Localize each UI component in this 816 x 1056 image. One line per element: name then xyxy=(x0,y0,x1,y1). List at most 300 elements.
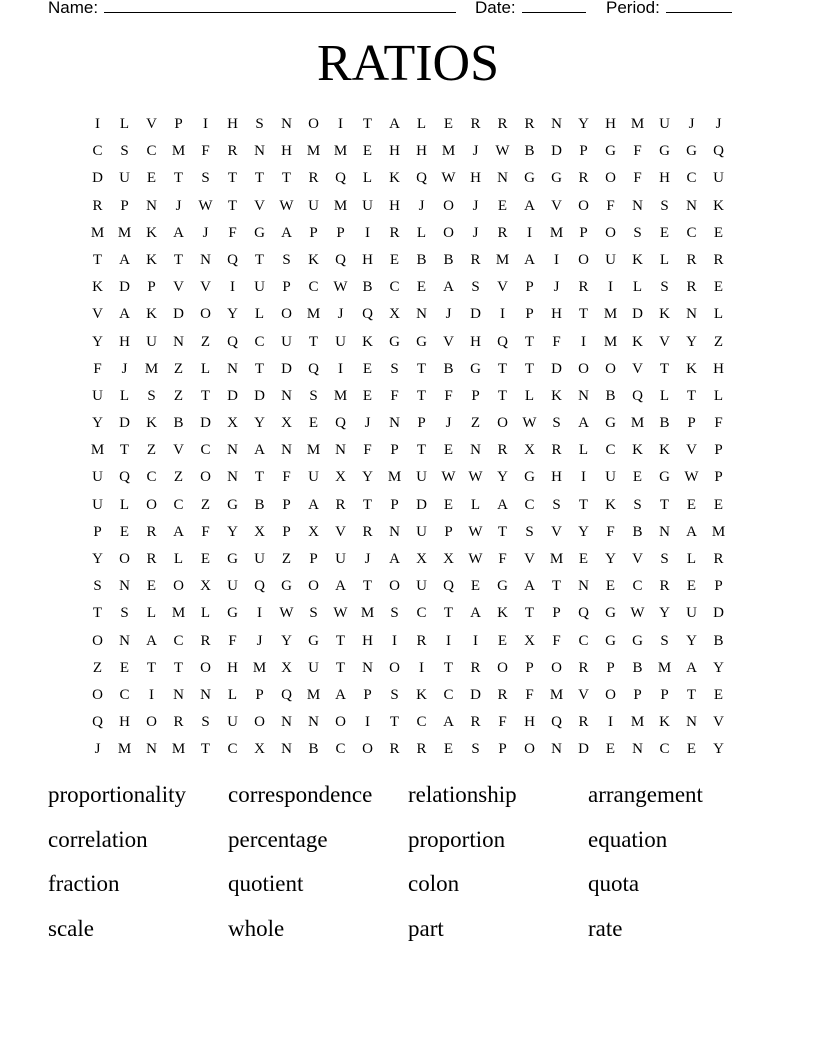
grid-letter[interactable]: N xyxy=(659,523,670,540)
grid-letter[interactable]: O xyxy=(605,224,616,241)
grid-letter[interactable]: A xyxy=(524,578,535,595)
grid-letter[interactable]: P xyxy=(471,387,480,404)
grid-letter[interactable]: W xyxy=(468,469,483,486)
grid-letter[interactable]: O xyxy=(119,551,130,567)
grid-letter[interactable]: O xyxy=(281,306,292,323)
grid-letter[interactable]: I xyxy=(392,632,397,649)
grid-letter[interactable]: E xyxy=(308,415,319,432)
grid-letter[interactable]: P xyxy=(93,523,102,540)
grid-letter[interactable]: A xyxy=(443,279,454,296)
grid-letter[interactable]: R xyxy=(173,714,184,731)
grid-letter[interactable]: A xyxy=(524,197,535,214)
grid-letter[interactable]: G xyxy=(605,143,616,160)
grid-letter[interactable]: M xyxy=(306,306,321,323)
grid-letter[interactable]: D xyxy=(173,306,184,323)
grid-letter[interactable]: Q xyxy=(632,387,643,404)
grid-letter[interactable]: P xyxy=(147,279,156,296)
grid-letter[interactable]: K xyxy=(146,224,157,241)
grid-letter[interactable]: I xyxy=(473,632,478,649)
grid-letter[interactable]: O xyxy=(443,224,454,241)
grid-letter[interactable]: R xyxy=(578,170,589,187)
grid-letter[interactable]: P xyxy=(120,197,129,214)
grid-letter[interactable]: I xyxy=(338,116,343,132)
grid-letter[interactable]: X xyxy=(227,415,238,432)
grid-letter[interactable]: W xyxy=(468,523,483,540)
grid-letter[interactable]: T xyxy=(389,714,400,731)
grid-letter[interactable]: T xyxy=(281,170,292,187)
grid-letter[interactable]: X xyxy=(308,523,319,540)
grid-letter[interactable]: M xyxy=(306,442,321,459)
grid-letter[interactable]: C xyxy=(146,143,157,160)
grid-letter[interactable]: O xyxy=(578,251,589,268)
grid-letter[interactable]: M xyxy=(657,659,672,676)
grid-letter[interactable]: G xyxy=(605,605,616,622)
grid-letter[interactable]: H xyxy=(227,659,238,676)
grid-letter[interactable]: K xyxy=(362,333,373,350)
grid-letter[interactable]: B xyxy=(713,632,724,649)
grid-letter[interactable]: A xyxy=(254,442,265,459)
grid-letter[interactable]: S xyxy=(201,170,210,187)
grid-letter[interactable]: N xyxy=(578,387,589,404)
grid-letter[interactable]: T xyxy=(335,632,346,649)
grid-letter[interactable]: T xyxy=(362,578,373,595)
grid-letter[interactable]: A xyxy=(119,306,130,323)
grid-letter[interactable]: O xyxy=(200,659,211,676)
grid-letter[interactable]: N xyxy=(119,632,130,649)
grid-letter[interactable]: S xyxy=(201,714,210,731)
grid-letter[interactable]: A xyxy=(335,578,346,595)
grid-letter[interactable]: Q xyxy=(335,170,346,187)
grid-letter[interactable]: U xyxy=(119,170,130,187)
grid-letter[interactable]: R xyxy=(227,143,238,160)
grid-letter[interactable]: C xyxy=(686,224,697,241)
grid-letter[interactable]: R xyxy=(335,496,346,513)
grid-letter[interactable]: G xyxy=(497,578,508,595)
grid-letter[interactable]: A xyxy=(686,523,697,540)
grid-letter[interactable]: X xyxy=(524,632,535,649)
grid-letter[interactable]: W xyxy=(468,551,483,567)
grid-letter[interactable]: C xyxy=(254,333,265,350)
grid-letter[interactable]: D xyxy=(470,686,481,703)
grid-letter[interactable]: Z xyxy=(470,415,481,432)
grid-letter[interactable]: S xyxy=(120,143,129,160)
grid-letter[interactable]: M xyxy=(333,143,348,160)
grid-letter[interactable]: J xyxy=(202,224,209,241)
grid-letter[interactable]: H xyxy=(119,333,130,350)
grid-letter[interactable]: O xyxy=(551,659,562,676)
grid-letter[interactable]: A xyxy=(146,632,157,649)
grid-letter[interactable]: M xyxy=(603,306,618,323)
grid-letter[interactable]: X xyxy=(281,415,292,432)
grid-letter[interactable]: V xyxy=(173,442,184,459)
grid-letter[interactable]: T xyxy=(173,170,184,187)
grid-letter[interactable]: E xyxy=(713,496,724,513)
grid-letter[interactable]: T xyxy=(686,686,697,703)
grid-letter[interactable]: S xyxy=(147,387,156,404)
grid-letter[interactable]: P xyxy=(174,116,183,132)
grid-letter[interactable]: R xyxy=(362,523,373,540)
grid-letter[interactable]: S xyxy=(633,496,642,513)
grid-letter[interactable]: F xyxy=(552,632,561,649)
grid-letter[interactable]: L xyxy=(524,387,535,404)
grid-letter[interactable]: S xyxy=(660,197,669,214)
grid-letter[interactable]: A xyxy=(308,496,319,513)
grid-letter[interactable]: H xyxy=(524,714,535,731)
grid-letter[interactable]: U xyxy=(308,469,319,486)
grid-letter[interactable]: W xyxy=(630,605,645,622)
grid-letter[interactable]: N xyxy=(551,116,562,132)
grid-letter[interactable]: U xyxy=(227,578,238,595)
grid-letter[interactable]: I xyxy=(149,686,154,703)
grid-letter[interactable]: N xyxy=(173,686,184,703)
grid-letter[interactable]: S xyxy=(552,496,561,513)
grid-letter[interactable]: C xyxy=(659,741,670,758)
grid-letter[interactable]: P xyxy=(390,442,399,459)
grid-letter[interactable]: K xyxy=(416,686,427,703)
grid-letter[interactable]: T xyxy=(524,360,535,377)
grid-letter[interactable]: P xyxy=(309,224,318,241)
grid-letter[interactable]: F xyxy=(282,469,291,486)
grid-letter[interactable]: A xyxy=(443,714,454,731)
grid-letter[interactable]: L xyxy=(146,605,157,622)
grid-letter[interactable]: N xyxy=(389,523,400,540)
grid-letter[interactable]: X xyxy=(254,523,265,540)
grid-letter[interactable]: T xyxy=(659,360,670,377)
grid-letter[interactable]: B xyxy=(362,279,373,296)
grid-letter[interactable]: L xyxy=(362,170,373,187)
grid-letter[interactable]: T xyxy=(443,659,454,676)
grid-letter[interactable]: R xyxy=(578,714,589,731)
grid-letter[interactable]: O xyxy=(254,714,265,731)
grid-letter[interactable]: V xyxy=(173,279,184,296)
grid-letter[interactable]: J xyxy=(175,197,182,214)
grid-letter[interactable]: A xyxy=(686,659,697,676)
grid-letter[interactable]: G xyxy=(227,551,238,567)
grid-letter[interactable]: R xyxy=(551,442,562,459)
grid-letter[interactable]: N xyxy=(416,306,427,323)
grid-letter[interactable]: Z xyxy=(200,333,211,350)
grid-letter[interactable]: J xyxy=(553,279,560,296)
grid-letter[interactable]: B xyxy=(524,143,535,160)
grid-letter[interactable]: T xyxy=(416,387,427,404)
grid-letter[interactable]: T xyxy=(254,251,265,268)
grid-letter[interactable]: G xyxy=(686,143,697,160)
grid-letter[interactable]: S xyxy=(390,360,399,377)
grid-letter[interactable]: M xyxy=(171,741,186,758)
grid-letter[interactable]: T xyxy=(254,469,265,486)
grid-letter[interactable]: T xyxy=(173,251,184,268)
grid-letter[interactable]: R xyxy=(308,170,319,187)
grid-letter[interactable]: V xyxy=(578,686,589,703)
grid-letter[interactable]: M xyxy=(549,224,564,241)
grid-letter[interactable]: E xyxy=(470,578,481,595)
grid-letter[interactable]: O xyxy=(497,659,508,676)
grid-letter[interactable]: M xyxy=(549,551,564,567)
grid-letter[interactable]: M xyxy=(495,251,510,268)
grid-letter[interactable]: W xyxy=(441,170,456,187)
grid-letter[interactable]: F xyxy=(228,632,237,649)
grid-letter[interactable]: E xyxy=(713,224,724,241)
grid-letter[interactable]: N xyxy=(200,686,211,703)
grid-letter[interactable]: N xyxy=(227,469,238,486)
grid-letter[interactable]: S xyxy=(471,279,480,296)
grid-letter[interactable]: A xyxy=(524,251,535,268)
grid-letter[interactable]: N xyxy=(578,578,589,595)
grid-letter[interactable]: P xyxy=(255,686,264,703)
grid-letter[interactable]: D xyxy=(416,496,427,513)
grid-letter[interactable]: H xyxy=(659,170,670,187)
grid-letter[interactable]: G xyxy=(524,170,535,187)
grid-letter[interactable]: F xyxy=(606,197,615,214)
grid-letter[interactable]: C xyxy=(524,496,535,513)
grid-letter[interactable]: G xyxy=(416,333,427,350)
grid-letter[interactable]: P xyxy=(525,659,534,676)
grid-letter[interactable]: H xyxy=(389,143,400,160)
grid-letter[interactable]: C xyxy=(173,632,184,649)
grid-letter[interactable]: D xyxy=(578,741,589,758)
grid-letter[interactable]: T xyxy=(578,496,589,513)
grid-letter[interactable]: J xyxy=(418,197,425,214)
grid-letter[interactable]: C xyxy=(686,170,697,187)
grid-letter[interactable]: I xyxy=(581,469,586,486)
grid-letter[interactable]: V xyxy=(200,279,211,296)
grid-letter[interactable]: P xyxy=(660,686,669,703)
grid-letter[interactable]: O xyxy=(146,496,157,513)
grid-letter[interactable]: U xyxy=(362,197,373,214)
grid-letter[interactable]: J xyxy=(256,632,263,649)
grid-letter[interactable]: D xyxy=(713,605,724,622)
grid-letter[interactable]: S xyxy=(93,578,102,595)
grid-letter[interactable]: R xyxy=(497,442,508,459)
grid-letter[interactable]: M xyxy=(306,686,321,703)
grid-letter[interactable]: R xyxy=(416,632,427,649)
grid-letter[interactable]: Q xyxy=(92,714,103,731)
grid-letter[interactable]: G xyxy=(605,415,616,432)
grid-letter[interactable]: E xyxy=(362,387,373,404)
grid-letter[interactable]: R xyxy=(524,116,535,132)
grid-letter[interactable]: Y xyxy=(659,605,670,622)
grid-letter[interactable]: L xyxy=(119,496,130,513)
grid-letter[interactable]: K xyxy=(659,714,670,731)
grid-letter[interactable]: E xyxy=(443,496,454,513)
grid-letter[interactable]: C xyxy=(335,741,346,758)
grid-letter[interactable]: T xyxy=(92,605,103,622)
grid-letter[interactable]: L xyxy=(119,387,130,404)
grid-letter[interactable]: X xyxy=(200,578,211,595)
grid-letter[interactable]: E xyxy=(119,523,130,540)
grid-letter[interactable]: U xyxy=(92,496,103,513)
grid-letter[interactable]: F xyxy=(201,143,210,160)
grid-letter[interactable]: H xyxy=(362,251,373,268)
grid-letter[interactable]: B xyxy=(632,659,643,676)
grid-letter[interactable]: T xyxy=(146,659,157,676)
grid-letter[interactable]: O xyxy=(362,741,373,758)
grid-letter[interactable]: I xyxy=(95,116,100,132)
grid-letter[interactable]: P xyxy=(282,523,291,540)
grid-letter[interactable]: L xyxy=(713,387,724,404)
grid-letter[interactable]: N xyxy=(146,197,157,214)
grid-letter[interactable]: O xyxy=(308,578,319,595)
grid-letter[interactable]: R xyxy=(578,659,589,676)
grid-letter[interactable]: O xyxy=(146,714,157,731)
grid-letter[interactable]: P xyxy=(714,442,723,459)
grid-letter[interactable]: D xyxy=(119,279,130,296)
grid-letter[interactable]: K xyxy=(632,442,643,459)
grid-letter[interactable]: S xyxy=(552,415,561,432)
grid-letter[interactable]: K xyxy=(632,333,643,350)
grid-letter[interactable]: P xyxy=(282,279,291,296)
grid-letter[interactable]: Y xyxy=(227,523,238,540)
grid-letter[interactable]: T xyxy=(119,442,130,459)
grid-letter[interactable]: Q xyxy=(497,333,508,350)
grid-letter[interactable]: E xyxy=(362,360,373,377)
grid-letter[interactable]: T xyxy=(173,659,184,676)
grid-letter[interactable]: K xyxy=(713,197,724,214)
grid-letter[interactable]: R xyxy=(389,741,400,758)
grid-letter[interactable]: A xyxy=(389,551,400,567)
grid-letter[interactable]: F xyxy=(201,523,210,540)
grid-letter[interactable]: D xyxy=(632,306,643,323)
grid-letter[interactable]: L xyxy=(254,306,265,323)
grid-letter[interactable]: C xyxy=(200,442,211,459)
grid-letter[interactable]: Z xyxy=(713,333,724,350)
grid-letter[interactable]: O xyxy=(92,632,103,649)
grid-letter[interactable]: B xyxy=(605,387,616,404)
grid-letter[interactable]: O xyxy=(605,360,616,377)
grid-letter[interactable]: D xyxy=(254,387,265,404)
grid-letter[interactable]: Z xyxy=(200,496,211,513)
grid-letter[interactable]: T xyxy=(524,333,535,350)
grid-letter[interactable]: M xyxy=(630,714,645,731)
grid-letter[interactable]: I xyxy=(527,224,532,241)
grid-letter[interactable]: Q xyxy=(119,469,130,486)
grid-letter[interactable]: C xyxy=(146,469,157,486)
grid-letter[interactable]: P xyxy=(579,224,588,241)
grid-letter[interactable]: P xyxy=(498,741,507,758)
grid-letter[interactable]: F xyxy=(228,224,237,241)
grid-letter[interactable]: S xyxy=(660,632,669,649)
grid-letter[interactable]: S xyxy=(309,605,318,622)
grid-letter[interactable]: O xyxy=(200,469,211,486)
grid-letter[interactable]: E xyxy=(389,251,400,268)
grid-letter[interactable]: U xyxy=(254,551,265,567)
grid-letter[interactable]: T xyxy=(497,360,508,377)
grid-letter[interactable]: V xyxy=(659,333,670,350)
grid-letter[interactable]: F xyxy=(498,551,507,567)
grid-letter[interactable]: T xyxy=(335,659,346,676)
grid-letter[interactable]: J xyxy=(364,415,371,432)
grid-letter[interactable]: V xyxy=(686,442,697,459)
grid-letter[interactable]: I xyxy=(581,333,586,350)
grid-letter[interactable]: U xyxy=(92,469,103,486)
grid-letter[interactable]: W xyxy=(279,197,294,214)
grid-letter[interactable]: F xyxy=(714,415,723,432)
grid-letter[interactable]: J xyxy=(94,741,101,758)
grid-letter[interactable]: K xyxy=(497,605,508,622)
grid-letter[interactable]: O xyxy=(605,686,616,703)
grid-letter[interactable]: Q xyxy=(578,605,589,622)
grid-letter[interactable]: K xyxy=(146,306,157,323)
grid-letter[interactable]: D xyxy=(227,387,238,404)
name-blank-line[interactable] xyxy=(104,0,456,13)
grid-letter[interactable]: N xyxy=(281,741,292,758)
grid-letter[interactable]: V xyxy=(335,523,346,540)
grid-letter[interactable]: F xyxy=(552,333,561,350)
grid-letter[interactable]: X xyxy=(443,551,454,567)
grid-letter[interactable]: O xyxy=(389,659,400,676)
grid-letter[interactable]: L xyxy=(119,116,130,132)
grid-letter[interactable]: Q xyxy=(308,360,319,377)
grid-letter[interactable]: R xyxy=(416,741,427,758)
grid-letter[interactable]: J xyxy=(364,551,371,567)
grid-letter[interactable]: E xyxy=(605,741,616,758)
grid-letter[interactable]: J xyxy=(337,306,344,323)
grid-letter[interactable]: Q xyxy=(254,578,265,595)
grid-letter[interactable]: L xyxy=(659,387,670,404)
grid-letter[interactable]: U xyxy=(335,551,346,567)
grid-letter[interactable]: B xyxy=(443,360,454,377)
grid-letter[interactable]: C xyxy=(605,442,616,459)
grid-letter[interactable]: E xyxy=(659,224,670,241)
grid-letter[interactable]: S xyxy=(471,741,480,758)
grid-letter[interactable]: T xyxy=(524,605,535,622)
grid-letter[interactable]: R xyxy=(92,197,103,214)
grid-letter[interactable]: L xyxy=(659,251,670,268)
grid-letter[interactable]: Y xyxy=(713,659,724,676)
grid-letter[interactable]: O xyxy=(335,714,346,731)
grid-letter[interactable]: N xyxy=(227,360,238,377)
grid-letter[interactable]: V xyxy=(146,116,157,132)
grid-letter[interactable]: H xyxy=(389,197,400,214)
grid-letter[interactable]: O xyxy=(605,170,616,187)
grid-letter[interactable]: X xyxy=(389,306,400,323)
grid-letter[interactable]: D xyxy=(119,415,130,432)
grid-letter[interactable]: A xyxy=(119,251,130,268)
grid-letter[interactable]: P xyxy=(579,143,588,160)
grid-letter[interactable]: B xyxy=(659,415,670,432)
grid-letter[interactable]: T xyxy=(227,197,238,214)
grid-letter[interactable]: Y xyxy=(497,469,508,486)
grid-letter[interactable]: M xyxy=(171,605,186,622)
grid-letter[interactable]: G xyxy=(227,605,238,622)
grid-letter[interactable]: U xyxy=(659,116,670,132)
grid-letter[interactable]: B xyxy=(416,251,427,268)
grid-letter[interactable]: O xyxy=(308,116,319,132)
grid-letter[interactable]: T xyxy=(659,496,670,513)
grid-letter[interactable]: T xyxy=(497,387,508,404)
grid-letter[interactable]: T xyxy=(416,360,427,377)
grid-letter[interactable]: J xyxy=(121,360,128,377)
grid-letter[interactable]: N xyxy=(200,251,211,268)
grid-letter[interactable]: H xyxy=(551,306,562,323)
grid-letter[interactable]: Y xyxy=(713,741,724,758)
grid-letter[interactable]: A xyxy=(470,605,481,622)
grid-letter[interactable]: E xyxy=(632,469,643,486)
grid-letter[interactable]: A xyxy=(173,224,184,241)
grid-letter[interactable]: F xyxy=(606,523,615,540)
grid-letter[interactable]: M xyxy=(171,143,186,160)
grid-letter[interactable]: O xyxy=(578,197,589,214)
grid-letter[interactable]: U xyxy=(713,170,724,187)
grid-letter[interactable]: R xyxy=(497,686,508,703)
grid-letter[interactable]: O xyxy=(497,415,508,432)
grid-letter[interactable]: Y xyxy=(92,415,103,432)
grid-letter[interactable]: V xyxy=(713,714,724,731)
grid-letter[interactable]: M xyxy=(306,143,321,160)
grid-letter[interactable]: S xyxy=(309,387,318,404)
grid-letter[interactable]: K xyxy=(146,415,157,432)
grid-letter[interactable]: O xyxy=(578,360,589,377)
